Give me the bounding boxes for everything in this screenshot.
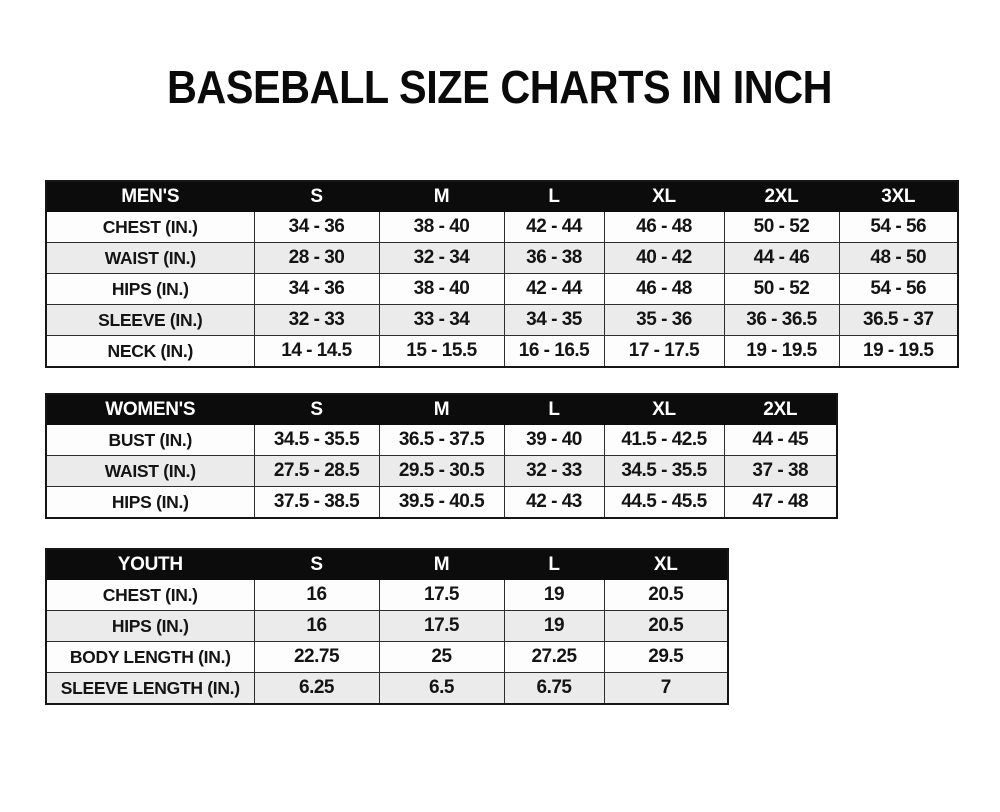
row-label-cell: SLEEVE LENGTH (IN.): [46, 673, 254, 705]
value-cell: 34.5 - 35.5: [604, 456, 724, 487]
page-title-text: BASEBALL SIZE CHARTS IN INCH: [167, 61, 833, 113]
value-cell: 34 - 36: [254, 212, 379, 243]
value-cell: 19: [504, 580, 604, 611]
value-cell: 28 - 30: [254, 243, 379, 274]
table-row: [46, 336, 958, 368]
table-row: [46, 673, 728, 705]
row-label-cell: NECK (IN.): [46, 336, 254, 368]
value-cell: 36.5 - 37.5: [379, 425, 504, 456]
value-cell: 15 - 15.5: [379, 336, 504, 368]
table-row: [46, 487, 837, 519]
table-title-cell: WOMEN'S: [46, 394, 254, 425]
table-row: [46, 580, 728, 611]
youth-size-table: [45, 548, 729, 705]
value-cell: 40 - 42: [604, 243, 724, 274]
value-cell: 32 - 33: [504, 456, 604, 487]
value-cell: 32 - 34: [379, 243, 504, 274]
size-header-cell: 2XL: [724, 181, 839, 212]
table-row: [46, 274, 958, 305]
value-cell: 39 - 40: [504, 425, 604, 456]
value-cell: 16: [254, 611, 379, 642]
size-header-cell: XL: [604, 181, 724, 212]
table-row: [46, 611, 728, 642]
size-header-cell: S: [254, 549, 379, 580]
value-cell: 19: [504, 611, 604, 642]
value-cell: 6.25: [254, 673, 379, 705]
value-cell: 34.5 - 35.5: [254, 425, 379, 456]
header-row: [46, 394, 837, 425]
value-cell: 54 - 56: [839, 212, 958, 243]
size-header-cell: M: [379, 394, 504, 425]
value-cell: 25: [379, 642, 504, 673]
value-cell: 32 - 33: [254, 305, 379, 336]
value-cell: 16: [254, 580, 379, 611]
value-cell: 42 - 43: [504, 487, 604, 519]
table-row: [46, 425, 837, 456]
row-label-cell: WAIST (IN.): [46, 456, 254, 487]
value-cell: 6.75: [504, 673, 604, 705]
size-header-cell: 2XL: [724, 394, 837, 425]
value-cell: 29.5: [604, 642, 728, 673]
value-cell: 20.5: [604, 611, 728, 642]
value-cell: 39.5 - 40.5: [379, 487, 504, 519]
value-cell: 22.75: [254, 642, 379, 673]
value-cell: 42 - 44: [504, 212, 604, 243]
row-label-cell: CHEST (IN.): [46, 212, 254, 243]
table-title-cell: YOUTH: [46, 549, 254, 580]
table-title-cell: MEN'S: [46, 181, 254, 212]
value-cell: 17.5: [379, 580, 504, 611]
value-cell: 38 - 40: [379, 212, 504, 243]
size-header-cell: XL: [604, 549, 728, 580]
size-header-cell: L: [504, 549, 604, 580]
row-label-cell: HIPS (IN.): [46, 611, 254, 642]
size-header-cell: M: [379, 549, 504, 580]
value-cell: 46 - 48: [604, 212, 724, 243]
value-cell: 19 - 19.5: [839, 336, 958, 368]
row-label-cell: BODY LENGTH (IN.): [46, 642, 254, 673]
size-header-cell: S: [254, 181, 379, 212]
womens-size-table: [45, 393, 838, 519]
row-label-cell: WAIST (IN.): [46, 243, 254, 274]
table-row: [46, 243, 958, 274]
value-cell: 33 - 34: [379, 305, 504, 336]
size-header-cell: XL: [604, 394, 724, 425]
value-cell: 34 - 36: [254, 274, 379, 305]
size-header-cell: M: [379, 181, 504, 212]
value-cell: 36 - 38: [504, 243, 604, 274]
value-cell: 47 - 48: [724, 487, 837, 519]
table-row: [46, 212, 958, 243]
row-label-cell: HIPS (IN.): [46, 487, 254, 519]
value-cell: 35 - 36: [604, 305, 724, 336]
value-cell: 37 - 38: [724, 456, 837, 487]
value-cell: 44 - 46: [724, 243, 839, 274]
value-cell: 7: [604, 673, 728, 705]
size-header-cell: L: [504, 394, 604, 425]
value-cell: 6.5: [379, 673, 504, 705]
value-cell: 20.5: [604, 580, 728, 611]
row-label-cell: HIPS (IN.): [46, 274, 254, 305]
table-row: [46, 642, 728, 673]
value-cell: 44.5 - 45.5: [604, 487, 724, 519]
row-label-cell: SLEEVE (IN.): [46, 305, 254, 336]
size-header-cell: 3XL: [839, 181, 958, 212]
table-row: [46, 456, 837, 487]
value-cell: 42 - 44: [504, 274, 604, 305]
value-cell: 27.25: [504, 642, 604, 673]
value-cell: 17.5: [379, 611, 504, 642]
size-charts-container: [45, 180, 1000, 705]
page-title: [0, 60, 1000, 114]
value-cell: 38 - 40: [379, 274, 504, 305]
value-cell: 36.5 - 37: [839, 305, 958, 336]
row-label-cell: CHEST (IN.): [46, 580, 254, 611]
value-cell: 41.5 - 42.5: [604, 425, 724, 456]
header-row: [46, 181, 958, 212]
table-row: [46, 305, 958, 336]
size-header-cell: L: [504, 181, 604, 212]
value-cell: 27.5 - 28.5: [254, 456, 379, 487]
size-header-cell: S: [254, 394, 379, 425]
value-cell: 37.5 - 38.5: [254, 487, 379, 519]
value-cell: 14 - 14.5: [254, 336, 379, 368]
value-cell: 50 - 52: [724, 212, 839, 243]
value-cell: 54 - 56: [839, 274, 958, 305]
value-cell: 46 - 48: [604, 274, 724, 305]
value-cell: 44 - 45: [724, 425, 837, 456]
value-cell: 16 - 16.5: [504, 336, 604, 368]
header-row: [46, 549, 728, 580]
row-label-cell: BUST (IN.): [46, 425, 254, 456]
value-cell: 29.5 - 30.5: [379, 456, 504, 487]
value-cell: 17 - 17.5: [604, 336, 724, 368]
value-cell: 19 - 19.5: [724, 336, 839, 368]
value-cell: 36 - 36.5: [724, 305, 839, 336]
value-cell: 34 - 35: [504, 305, 604, 336]
value-cell: 50 - 52: [724, 274, 839, 305]
value-cell: 48 - 50: [839, 243, 958, 274]
mens-size-table: [45, 180, 959, 368]
